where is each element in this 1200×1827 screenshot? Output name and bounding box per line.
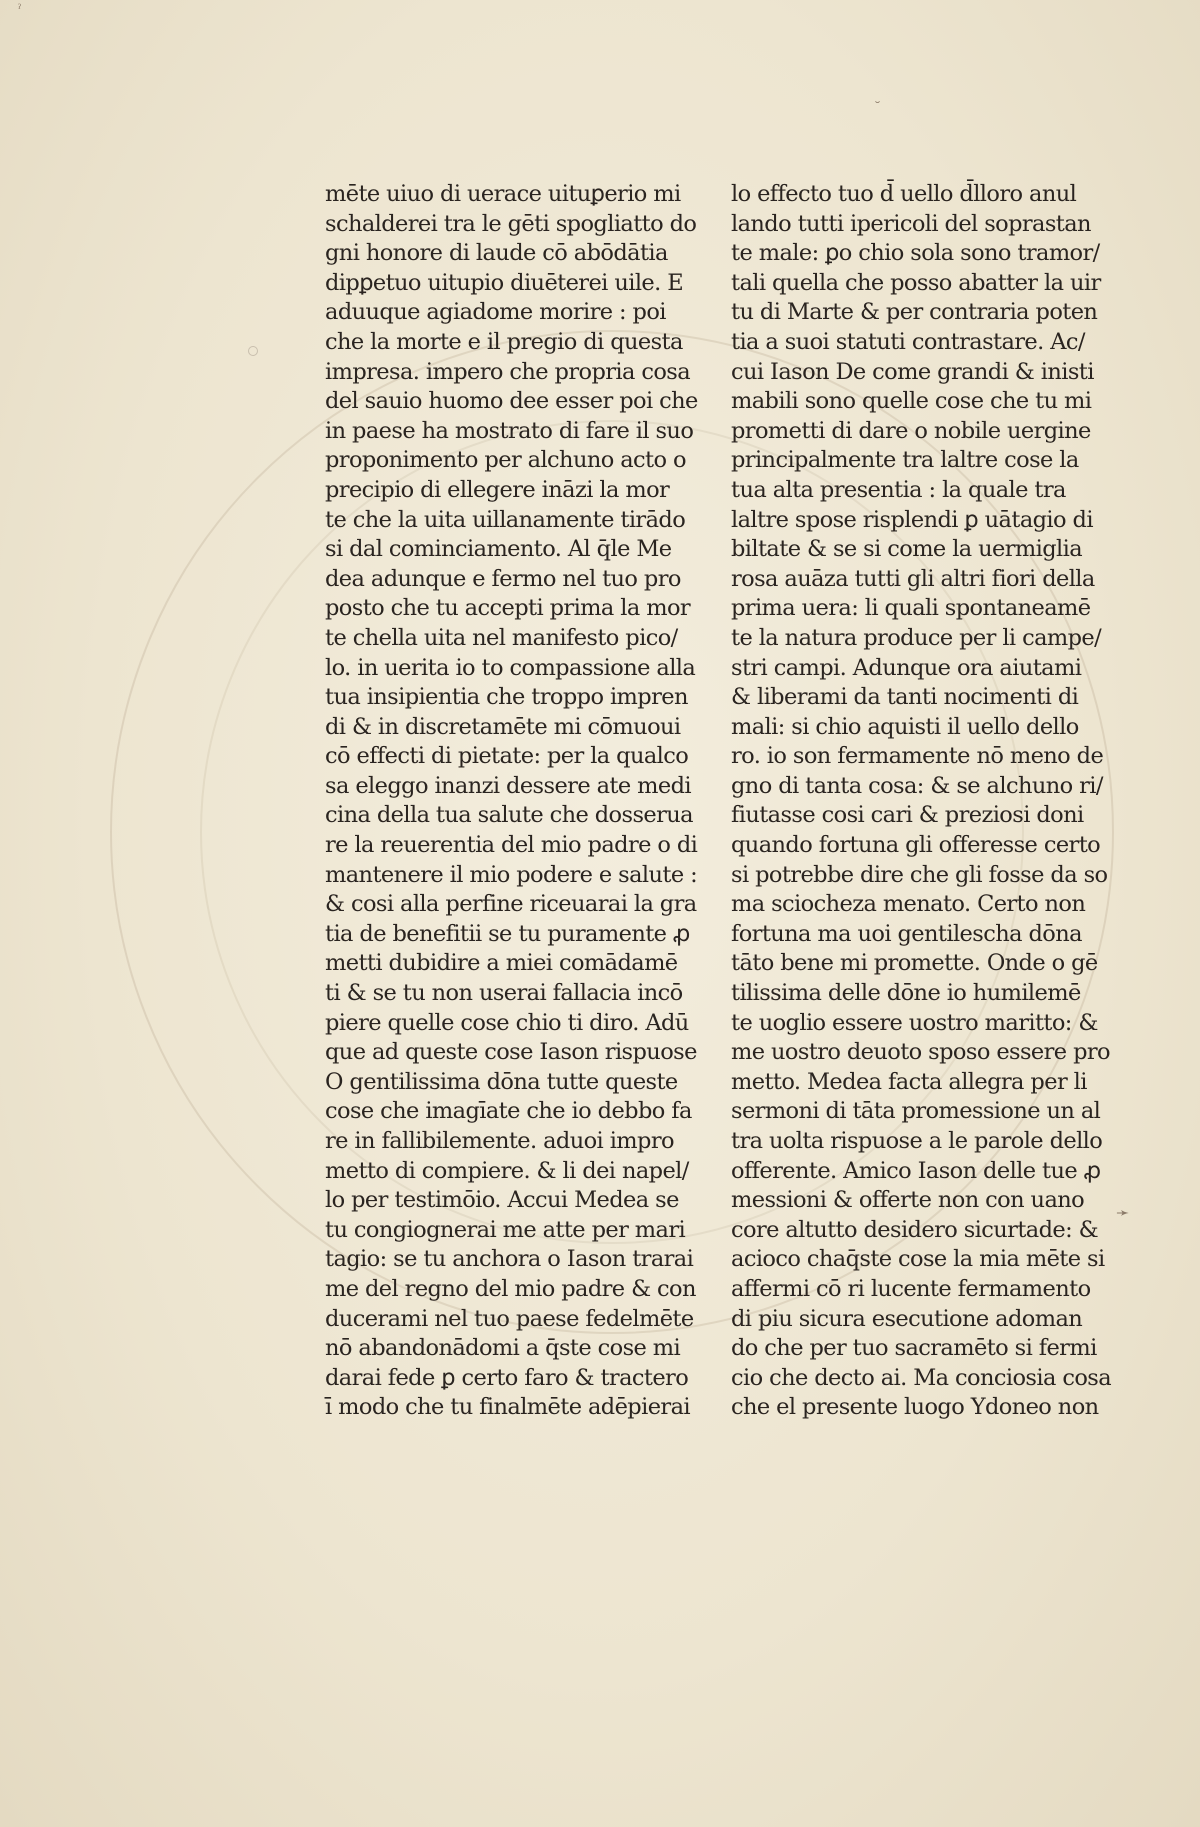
left-column-line: si dal cominciamento. Al q̄le Me [325,536,672,563]
right-column-line: rosa auāza tutti gli altri fiori della [731,565,1095,592]
right-column-line: fiutasse cosi cari & preziosi doni [731,802,1084,829]
left-column-line: cose che imagīate che io debbo fa [325,1098,692,1125]
right-column-line: tāto bene mi promette. Onde o gē [731,950,1098,977]
left-column-line: proponimento per alchuno acto o [325,447,686,474]
left-column-line: tagio: se tu anchora o Iason trarai [325,1246,694,1273]
right-column-line: core altutto desidero sicurtade: & [731,1216,1099,1243]
right-column-line: ma sciocheza menato. Certo non [731,891,1086,918]
right-column-line: lo effecto tuo d̄ uello d̄lloro anul [731,181,1077,207]
right-column-line: biltate & se si come la uermiglia [731,536,1083,563]
left-column-line: O gentilissima dōna tutte queste [325,1068,678,1095]
paper-blemish [248,346,258,356]
left-column-line: mēte uiuo di uerace uituꝑerio mi [325,181,681,207]
right-column-line: me uostro deuoto sposo essere pro [731,1039,1110,1066]
right-column-line: & liberami da tanti nocimenti di [731,684,1079,711]
right-column-line: tali quella che posso abatter la uir [731,269,1101,296]
right-column-line: do che per tuo sacramēto si fermi [731,1335,1097,1362]
right-column-line: sermoni di tāta promessione un al [731,1098,1101,1125]
right-column-line: di piu sicura esecutione adoman [731,1305,1083,1332]
right-column-line: tua alta presentia : la quale tra [731,476,1066,503]
right-column-line: cui Iason De come grandi & inisti [731,358,1094,385]
right-column-line: mali: si chio aquisti il uello dello [731,713,1079,740]
top-mark: ˘ [874,100,881,116]
left-column-line: lo. in uerita io to compassione alla [325,654,696,681]
left-column-line: precipio di ellegere ināzi la mor [325,476,670,503]
left-column-line: tu congiognerai me atte per mari [325,1216,686,1243]
right-column-line: acioco chaq̄ste cose la mia mēte si [731,1246,1105,1273]
left-column-line: metto di compiere. & li dei napel/ [325,1157,689,1184]
right-column-line: laltre spose risplendi ꝑ uātagio di [731,506,1093,533]
right-column-line: gno di tanta cosa: & se alchuno ri/ [731,772,1103,799]
left-column-line: del sauio huomo dee esser poi che [325,388,698,415]
left-column-line: impresa. impero che propria cosa [325,358,691,385]
left-text-column [325,180,697,1423]
right-column-line: prima uera: li quali spontaneamē [731,595,1091,622]
right-column-line: affermi cō ri lucente fermamento [731,1275,1091,1302]
left-column-line: piere quelle cose chio ti diro. Adū [325,1009,689,1036]
left-column-line: sa eleggo inanzi dessere ate medi [325,772,691,799]
margin-arrow-mark: ➛ [1116,1203,1130,1222]
right-column-line: quando fortuna gli offeresse certo [731,832,1101,859]
right-column-line: te uoglio essere uostro maritto: & [731,1009,1098,1036]
left-column-line: cō effecti di pietate: per la qualco [325,743,689,770]
left-column-line: ducerami nel tuo paese fedelmēte [325,1305,694,1332]
right-column-line: stri campi. Adunque ora aiutami [731,654,1082,681]
right-column-line: mabili sono quelle cose che tu mi [731,388,1092,415]
left-column-line: me del regno del mio padre & con [325,1275,696,1302]
left-column-line: ī modo che tu finalmēte adēpierai [325,1394,690,1421]
right-column-line: tra uolta rispuose a le parole dello [731,1128,1103,1154]
left-column-line: & cosi alla perfine riceuarai la gra [325,891,697,918]
left-column-line: tua insipientia che troppo impren [325,684,688,711]
left-column-line: nō abandonādomi a q̄ste cose mi [325,1335,681,1362]
left-column-line: in paese ha mostrato di fare il suo [325,417,694,444]
left-column-line: darai fede ꝑ certo faro & tractero [325,1364,689,1391]
left-column-line: que ad queste cose Iason rispuose [325,1039,697,1066]
left-column-line: re la reuerentia del mio padre o di [325,832,698,859]
left-column-line: dea adunque e fermo nel tuo pro [325,565,681,592]
right-column-line: te la natura produce per li campe/ [731,624,1102,651]
left-column-line: re in fallibilemente. aduoi impro [325,1128,674,1154]
right-column-line: cio che decto ai. Ma conciosia cosa [731,1364,1112,1391]
right-column-line: te male: ꝑo chio sola sono tramor/ [731,240,1100,267]
left-column-line: tia de benefitii se tu puramente ꝓ [325,920,690,947]
right-column-line: che el presente luogo Ydoneo non [731,1394,1099,1421]
left-column-line: cina della tua salute che dosserua [325,802,693,829]
left-column-line: schalderei tra le gēti spogliatto do [325,210,697,237]
left-column-line: lo per testimōio. Accui Medea se [325,1187,679,1214]
left-column-line: te chella uita nel manifesto pico/ [325,624,678,651]
left-column-line: gni honore di laude cō abōdātia [325,240,668,267]
right-column-line: principalmente tra laltre cose la [731,447,1079,474]
corner-mark: ˀ [18,2,22,16]
left-column-line: aduuque agiadome morire : poi [325,299,666,326]
right-column-line: si potrebbe dire che gli fosse da so [731,861,1108,888]
left-column-line: posto che tu accepti prima la mor [325,595,691,622]
right-column-line: fortuna ma uoi gentilescha dōna [731,920,1082,947]
right-column-line: tia a suoi statuti contrastare. Ac/ [731,328,1085,355]
left-column-line: dipꝑetuo uitupio diuēterei uile. E [325,269,684,296]
right-column-line: tu di Marte & per contraria poten [731,299,1098,326]
left-column-line: ti & se tu non userai fallacia incō [325,980,683,1007]
right-column-line: metto. Medea facta allegra per li [731,1068,1087,1095]
left-column-line: di & in discretamēte mi cōmuoui [325,713,681,740]
right-column-line: lando tutti ipericoli del soprastan [731,210,1091,237]
right-column-line: offerente. Amico Iason delle tue ꝓ [731,1157,1101,1184]
right-column-line: messioni & offerte non con uano [731,1187,1085,1214]
left-column-line: metti dubidire a miei comādamē [325,950,678,977]
right-column-line: ro. io son fermamente nō meno de [731,743,1104,770]
left-column-line: mantenere il mio podere e salute : [325,861,698,888]
left-column-line: te che la uita uillanamente tirādo [325,506,686,533]
right-column-line: prometti di dare o nobile uergine [731,417,1091,444]
left-column-line: che la morte e il pregio di questa [325,328,683,355]
right-column-line: tilissima delle dōne io humilemē [731,980,1081,1007]
right-text-column [731,180,1112,1423]
